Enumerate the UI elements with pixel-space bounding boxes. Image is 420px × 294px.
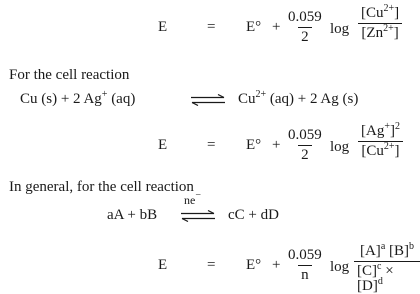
eq3-e-standard: E°: [246, 257, 262, 273]
eq1-log: log: [330, 21, 350, 37]
eq1-numerator: $[Cu^{2+}]$: [361, 3, 400, 21]
reaction1-products: $Cu^{2+}$ (aq) + 2 Ag (s): [238, 89, 359, 107]
reaction2-reactants: aA + bB: [107, 207, 158, 223]
reaction2-products: cC + dD: [228, 207, 279, 223]
eq3-numerator: $[A]^a$ $[B]^b$: [359, 241, 415, 259]
reaction2-arrow-label: ne−: [184, 190, 201, 207]
eq1-coef-den: 2: [298, 27, 312, 45]
eq2-lhs: E: [158, 137, 168, 153]
equilibrium-arrow-icon: [190, 94, 226, 106]
intro-text-1: For the cell reaction: [9, 67, 130, 83]
eq1-log-fraction: [358, 3, 402, 41]
eq3-denominator: $[C]^c \times [D]^d$: [354, 261, 420, 294]
eq2-coef-den: 2: [298, 145, 312, 163]
eq2-coef-num: 0.059: [288, 127, 322, 143]
eq1-lhs: E: [158, 19, 168, 35]
eq3-lhs: E: [158, 257, 168, 273]
eq2-log-fraction: [358, 121, 403, 159]
eq2-log: log: [330, 139, 350, 155]
eq1-coefficient-fraction: [285, 10, 325, 45]
eq1-e-standard: E°: [246, 19, 262, 35]
eq1-denominator: $[Zn^{2+}]$: [358, 23, 401, 41]
eq2-plus: +: [272, 137, 281, 153]
eq3-coefficient-fraction: [285, 248, 325, 283]
eq2-denominator: $[Cu^{2+}]$: [358, 141, 402, 159]
eq1-plus: +: [272, 19, 281, 35]
eq2-e-standard: E°: [246, 137, 262, 153]
eq2-numerator: $[Ag^+]^2$: [361, 121, 400, 139]
eq3-log-fraction: [354, 241, 420, 294]
equilibrium-arrow-icon: [180, 210, 216, 222]
eq3-equals: =: [207, 257, 216, 273]
eq2-equals: =: [207, 137, 216, 153]
eq3-coef-den: n: [298, 265, 312, 283]
eq1-coef-num: 0.059: [288, 9, 322, 25]
eq3-plus: +: [272, 257, 281, 273]
eq3-coef-num: 0.059: [288, 247, 322, 263]
eq1-equals: =: [207, 19, 216, 35]
reaction1-reactants: Cu (s) + 2 Ag+ (aq): [20, 89, 136, 107]
eq2-coefficient-fraction: [285, 128, 325, 163]
intro-text-2: In general, for the cell reaction: [9, 179, 194, 195]
eq3-log: log: [330, 259, 350, 275]
